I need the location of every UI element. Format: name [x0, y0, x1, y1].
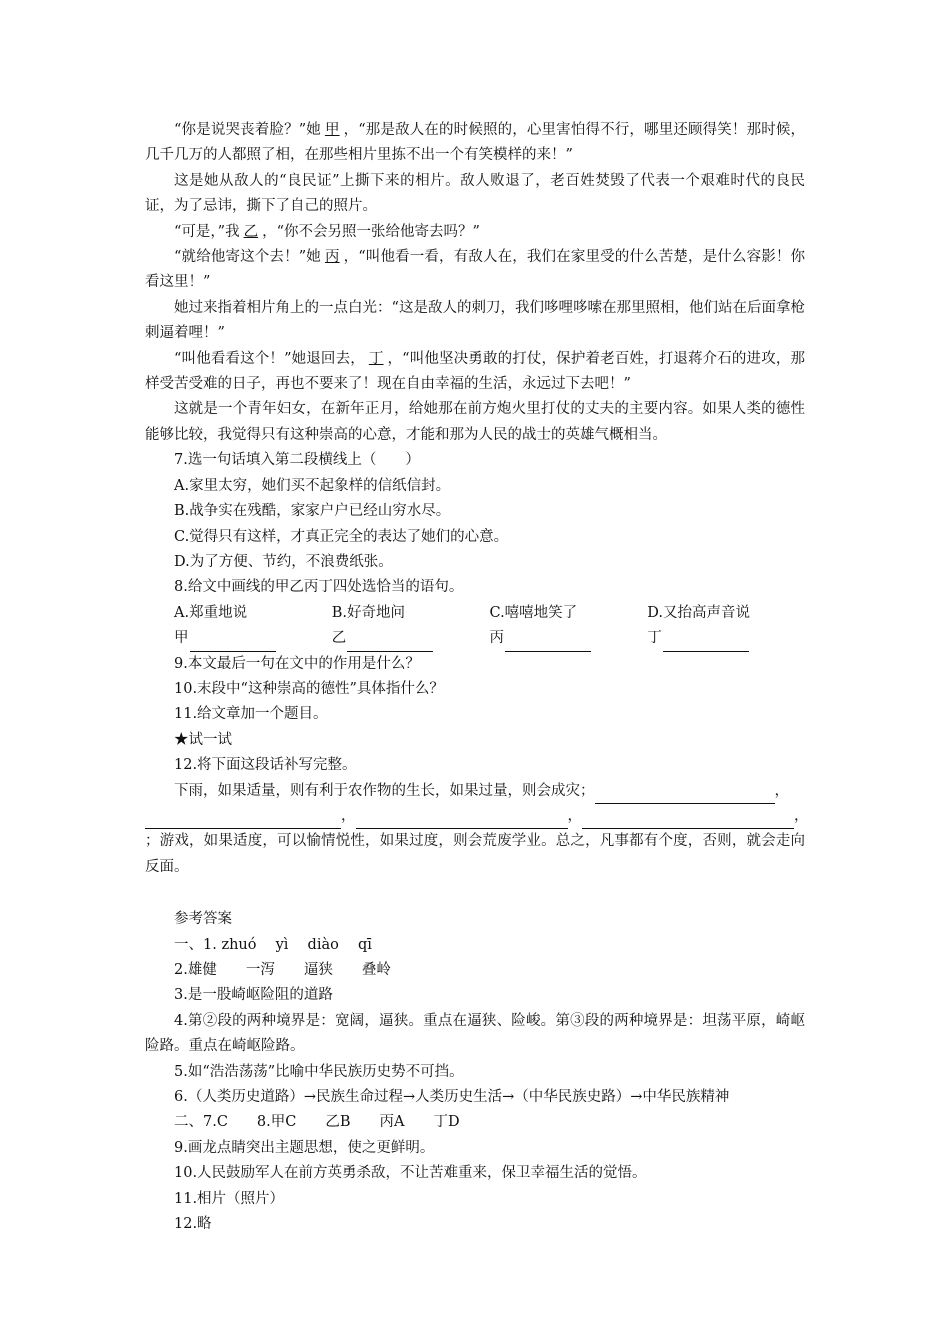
- passage-paragraph-7: 这就是一个青年妇女，在新年正月，给她那在前方炮火里打仗的丈夫的主要内容。如果人类的德性能够比较，我觉得只有这种崇高的心意，才能和那为人民的战士的英雄气概相当。: [145, 401, 805, 443]
- answer-blank-bing[interactable]: [490, 626, 648, 651]
- answer-blank-jia[interactable]: [174, 626, 332, 651]
- question-7-option-c: C.觉得只有这样，才真正完全的表达了她们的心意。: [174, 528, 509, 545]
- text: ，: [794, 807, 809, 824]
- question-8: 8.给文中画线的甲乙丙丁四处选恰当的语句。: [174, 579, 464, 596]
- answer-5: 5.如“浩浩荡荡”比喻中华民族历史势不可挡。: [174, 1063, 464, 1080]
- text: ，“叫他看一看，有敌人在，我们在家里受的什么苦楚，是什么容影！你看这里！”: [145, 249, 806, 291]
- question-8-options: [145, 601, 805, 626]
- question-12-blank-line: [145, 804, 809, 829]
- answer-7-8: 二、7.C 8.甲C 乙B 丙A 丁D: [174, 1114, 460, 1131]
- text: “可是，”我: [174, 223, 240, 240]
- text: “就给他寄这个去！”她: [174, 249, 321, 266]
- passage-paragraph-3: [145, 220, 805, 245]
- text: “叫他看看这个！”她退回去，: [174, 350, 365, 367]
- answer-3: 3.是一股崎岖险阻的道路: [174, 987, 333, 1004]
- question-9: 9.本文最后一句在文中的作用是什么？: [174, 655, 420, 672]
- text: ，: [774, 782, 789, 799]
- blank-mark-jia: 甲: [324, 122, 340, 138]
- text: ，: [567, 807, 582, 824]
- answer-11: 11.相片（照片）: [174, 1190, 285, 1207]
- question-10: 10.末段中“这种崇高的德性”具体指什么？: [174, 680, 444, 697]
- answer-blank-yi[interactable]: [332, 626, 490, 651]
- question-8-option-c: C.嘻嘻地笑了: [489, 604, 578, 621]
- passage-paragraph-1: [145, 118, 805, 169]
- question-8-option-b: B.好奇地问: [331, 604, 406, 621]
- text: ，“那是敌人在的时候照的，心里害怕得不行，哪里还顾得笑！那时候，几千几万的人都照了相，在那些相片里拣不出一个有笑模样的来！”: [145, 122, 806, 164]
- question-11: 11.给文章加一个题目。: [174, 706, 328, 723]
- answer-12: 12.略: [174, 1216, 212, 1233]
- answer-4: 4.第②段的两种境界是：宽阔，逼狭。重点在逼狭、险峻。第③段的两种境界是：坦荡平原，崎岖险路。重点在崎岖险路。: [145, 1012, 805, 1055]
- answer-2: 2.雄健 一泻 逼狭 叠岭: [174, 962, 391, 978]
- answers-title: 参考答案: [174, 911, 232, 928]
- blank-mark-ding: 丁: [368, 350, 384, 367]
- question-12-text: [145, 779, 805, 804]
- text: ，“叫他坚决勇敢的打仗，保护着老百姓，打退蒋介石的进攻，那样受苦受难的日子，再也不要来了！现在自由幸福的生活，永远过下去吧！”: [145, 350, 805, 393]
- blank-line[interactable]: [347, 634, 433, 652]
- answer-6: 6.（人类历史道路）→民族生命过程→人类历史生活→（中华民族史路）→中华民族精神: [174, 1089, 730, 1106]
- question-7-option-a: A.家里太穷，她们买不起象样的信纸信封。: [174, 477, 451, 494]
- question-8-blanks: [145, 626, 805, 651]
- blank-line[interactable]: [663, 634, 749, 652]
- fill-blank-2[interactable]: [145, 811, 341, 829]
- blank-line[interactable]: [505, 634, 591, 652]
- question-12-continuation: ；游戏，如果适度，可以愉情悦性，如果过度，则会荒废学业。总之，凡事都有个度，否则，就会走向反面。: [145, 833, 805, 875]
- passage-paragraph-5: 她过来指着相片角上的一点白光：“这是敌人的刺刀，我们哆哩哆嗦在那里照相，他们站在后面拿枪刺逼着哩！”: [145, 299, 805, 342]
- try-heading: ★试一试: [174, 731, 232, 748]
- answer-1: 一、1. zhuó yì diào qī: [174, 936, 372, 953]
- text: ，“你不会另照一张给他寄去吗？”: [262, 223, 480, 240]
- text: ，: [341, 807, 356, 824]
- blank-label: 丙: [489, 630, 504, 647]
- passage-paragraph-2: 这是她从敌人的“良民证”上撕下来的相片。敌人败退了，老百姓焚毁了代表一个艰难时代的良民证，为了忌讳，撕下了自己的照片。: [145, 172, 805, 215]
- question-12: 12.将下面这段话补写完整。: [174, 757, 357, 774]
- question-8-option-a: A.郑重地说: [174, 604, 248, 621]
- question-7-option-b: B.战争实在残酷，家家户户已经山穷水尽。: [174, 503, 451, 520]
- blank-mark-yi: 乙: [243, 223, 259, 240]
- fill-blank-4[interactable]: [582, 811, 794, 829]
- blank-mark-bing: 丙: [324, 249, 340, 266]
- text: 下雨，如果适量，则有利于农作物的生长，如果过量，则会成灾；: [174, 782, 595, 799]
- blank-label: 丁: [647, 630, 662, 647]
- answer-blank-ding[interactable]: [647, 626, 805, 651]
- blank-line[interactable]: [190, 634, 276, 652]
- blank-label: 乙: [331, 630, 347, 647]
- document-page: [145, 118, 809, 1237]
- question-7: 7.选一句话填入第二段横线上（ ）: [174, 452, 420, 469]
- text: “你是说哭丧着脸？”她: [174, 122, 321, 138]
- passage-paragraph-6: [145, 347, 805, 398]
- fill-blank-3[interactable]: [356, 811, 568, 829]
- blank-label: 甲: [174, 630, 189, 647]
- answer-9: 9.画龙点睛突出主题思想，使之更鲜明。: [174, 1139, 435, 1156]
- passage-paragraph-4: [145, 245, 805, 296]
- question-7-option-d: D.为了方便、节约，不浪费纸张。: [174, 553, 393, 570]
- answer-10: 10.人民鼓励军人在前方英勇杀敌，不让苦难重来，保卫幸福生活的觉悟。: [174, 1165, 647, 1182]
- fill-blank-1[interactable]: [595, 786, 775, 804]
- question-8-option-d: D.又抬高声音说: [647, 604, 750, 621]
